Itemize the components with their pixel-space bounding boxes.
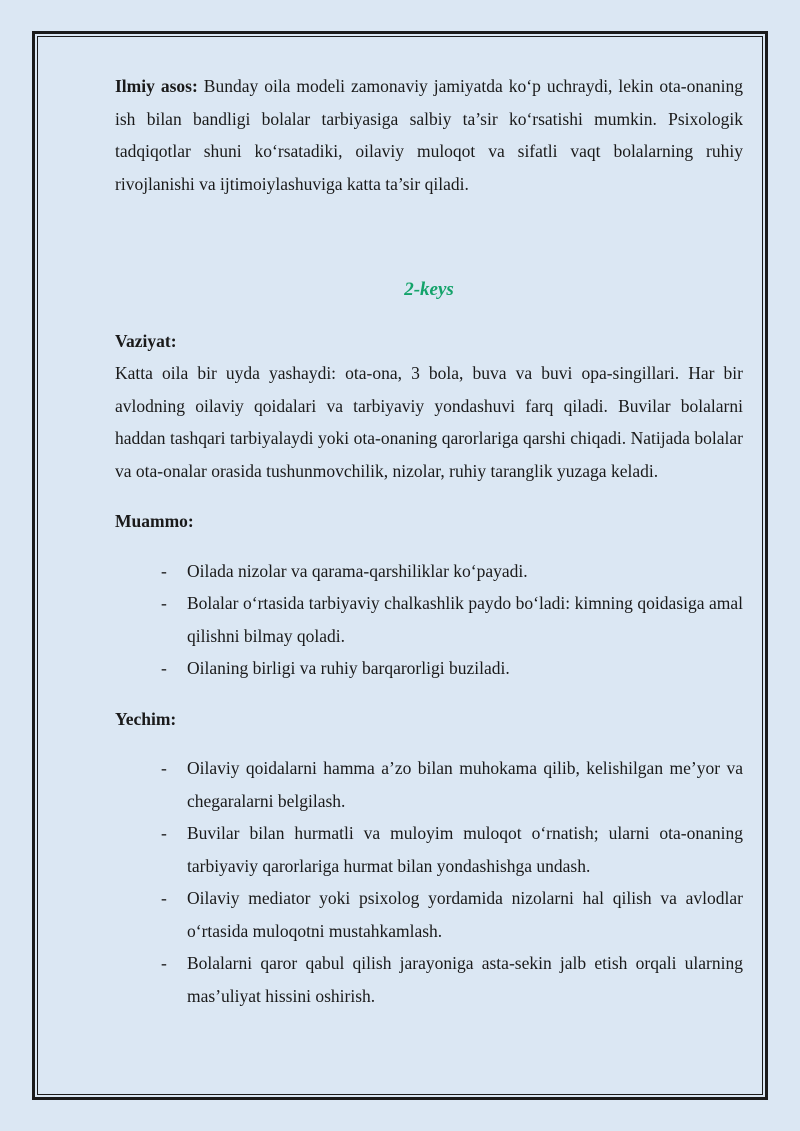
page-content xyxy=(115,70,743,1012)
solution-item-text: Oilaviy mediator yoki psixolog yordamida nizolarni hal qilish va avlodlar o‘rtasida muloqotni mustahkamlash. xyxy=(187,888,743,941)
dash-marker: - xyxy=(161,823,167,843)
intro-paragraph xyxy=(115,70,743,200)
dash-marker: - xyxy=(161,593,167,613)
dash-marker: - xyxy=(161,758,167,778)
solution-item-text: Buvilar bilan hurmatli va muloyim muloqot o‘rnatish; ularni ota-onaning tarbiyaviy qarorlariga hurmat bilan yondashishga undash. xyxy=(187,823,743,876)
intro-label: Ilmiy asos: xyxy=(115,76,198,96)
solution-item xyxy=(115,947,743,1012)
dash-marker: - xyxy=(161,560,167,581)
dash-marker: - xyxy=(161,658,167,678)
problem-list xyxy=(115,555,743,685)
case-title: 2-keys xyxy=(404,279,454,300)
solution-item xyxy=(115,752,743,817)
solution-list xyxy=(115,752,743,1012)
solution-item xyxy=(115,817,743,882)
intro-text: Bunday oila modeli zamonaviy jamiyatda ko‘p uchraydi, lekin ota-onaning ish bilan bandligi bolalar tarbiyasiga salbiy ta’sir ko‘rsatishi mumkin. Psixologik tadqiqotlar shuni ko‘rsatadiki, oilaviy muloqot va sifatli vaqt bolalarning ruhiy rivojlanishi va ijtimoiylashuviga katta ta’sir qiladi. xyxy=(115,76,743,194)
situation-text: Katta oila bir uyda yashaydi: ota-ona, 3 bola, buva va buvi opa-singillari. Har bir avlodning oilaviy qoidalari va tarbiyaviy yondashuvi farq qiladi. Buvilar bolalarni haddan tashqari tarbiyalaydi yoki ota-onaning qarorlariga qarshi chiqadi. Natijada bolalar va ota-onalar orasida tushunmovchilik, nizolar, ruhiy taranglik yuzaga keladi. xyxy=(115,363,743,481)
problem-item xyxy=(115,555,743,588)
dash-marker: - xyxy=(161,953,167,973)
situation-heading: Vaziyat: xyxy=(115,330,177,351)
solution-heading: Yechim: xyxy=(115,708,177,729)
problem-item-text: Bolalar o‘rtasida tarbiyaviy chalkashlik paydo bo‘ladi: kimning qoidasiga amal qilishni bilmay qoladi. xyxy=(187,593,743,646)
solution-item-text: Oilaviy qoidalarni hamma a’zo bilan muhokama qilib, kelishilgan me’yor va chegaralarni belgilash. xyxy=(187,758,743,811)
solution-item-text: Bolalarni qaror qabul qilish jarayoniga asta-sekin jalb etish orqali ularning mas’uliyat hissini oshirish. xyxy=(187,953,743,1006)
problem-item-text: Oilaning birligi va ruhiy barqarorligi buziladi. xyxy=(187,658,510,678)
problem-item xyxy=(115,587,743,652)
problem-heading: Muammo: xyxy=(115,511,194,531)
solution-item xyxy=(115,882,743,947)
dash-marker: - xyxy=(161,888,167,908)
problem-item-text: Oilada nizolar va qarama-qarshiliklar ko‘payadi. xyxy=(187,560,528,581)
problem-item xyxy=(115,652,743,685)
